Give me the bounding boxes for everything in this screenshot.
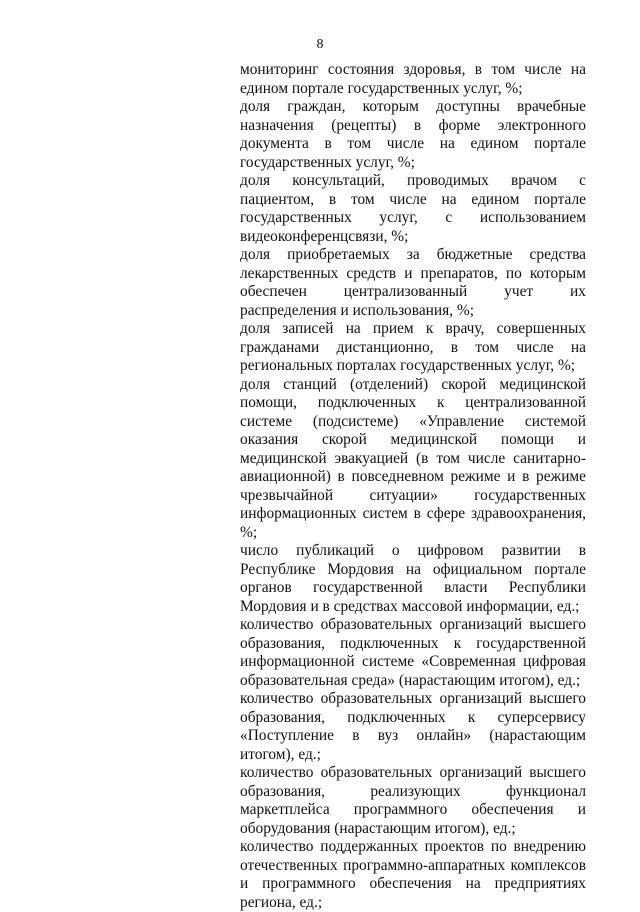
list-item: мониторинг состояния здоровья, в том числе на едином портале государственных услуг, %; <box>240 61 586 97</box>
list-item: доля записей на прием к врачу, совершенных гражданами дистанционно, в том числе на региональных порталах государственных услуг, %; <box>240 320 586 374</box>
list-item: доля станций (отделений) скорой медицинской помощи, подключенных к централизованной системе (подсистеме) «Управление системой оказания скорой медицинской помощи и медицинской эвакуацией (в том числе санитарно-авиационной) в повседневном режиме и в режиме чрезвычайной ситуации» государственных информационных систем в сфере здравоохранения, %; <box>240 375 586 541</box>
list-item: доля консультаций, проводимых врачом с пациентом, в том числе на едином портале государственных услуг, с использованием видеоконференцсвязи, %; <box>240 172 586 245</box>
list-item: количество образовательных организаций высшего образования, подключенных к государственной информационной системе «Современная цифровая образовательная среда» (нарастающим итогом), ед.; <box>240 616 586 689</box>
document-body <box>240 61 586 912</box>
list-item: доля граждан, которым доступны врачебные назначения (рецепты) в форме электронного документа в том числе на едином портале государственных услуг, %; <box>240 98 586 171</box>
list-item: число публикаций о цифровом развитии в Республике Мордовия на официальном портале органов государственной власти Республики Мордовия и в средствах массовой информации, ед.; <box>240 542 586 615</box>
list-item: количество образовательных организаций высшего образования, реализующих функционал маркетплейса программного обеспечения и оборудования (нарастающим итогом), ед.; <box>240 764 586 837</box>
list-item: доля приобретаемых за бюджетные средства лекарственных средств и препаратов, по которым обеспечен централизованный учет их распределения и использования, %; <box>240 246 586 319</box>
list-item: количество поддержанных проектов по внедрению отечественных программно-аппаратных комплексов и программного обеспечения на предприятиях региона, ед.; <box>240 838 586 911</box>
page-number: 8 <box>316 37 324 52</box>
list-item: количество образовательных организаций высшего образования, подключенных к суперсервису «Поступление в вуз онлайн» (нарастающим итогом), ед.; <box>240 690 586 763</box>
